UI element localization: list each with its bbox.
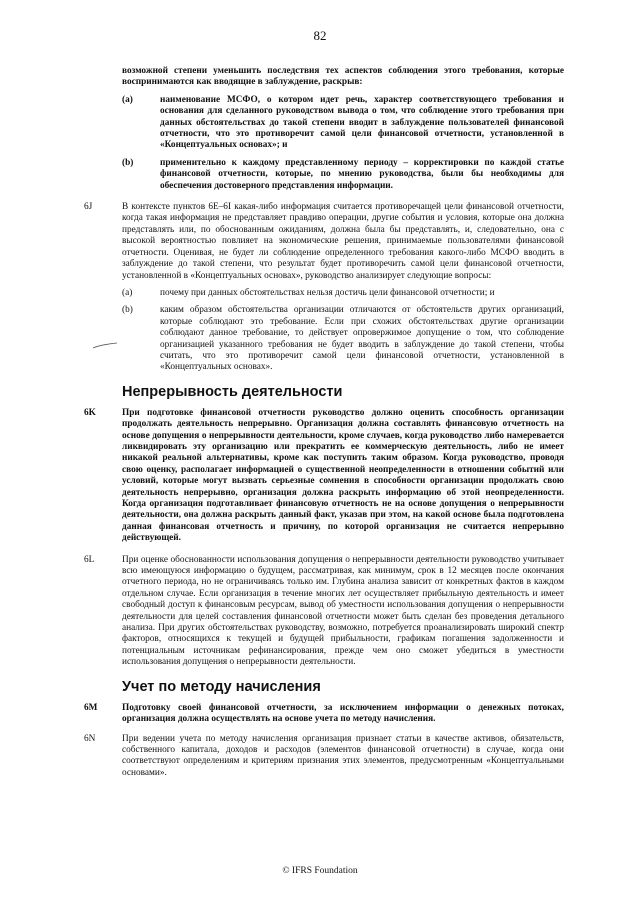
paragraph-text: При подготовке финансовой отчетности руководство должно оценить способность организации продолжать деятельность непрерывно. Организация должна составлять финансовую отчетность на основе допущения о непрерывности деятельности, кроме случаев, когда руководство либо намеревается ликвидировать эту организацию или прекратить ее коммерческую деятельность, либо не имеет никакой реальной альтернативы, кроме как поступить таким образом. Когда руководство, проводя свою оценку, располагает информацией о существенной неопределенности в отношении событий или условий, которые могут вызвать серьезные сомнения в способности организации продолжать свою деятельность непрерывно, организация должна раскрыть информацию об этой неопределенности. Когда организация подготавливает финансовую отчетность не на основе допущения о непрерывности деятельности, она должна раскрыть данный факт, указав при этом, на какой основе была подготовлена данная финансовая отчетность и причину, по которой организация не считается непрерывно действующей.	[122, 407, 564, 544]
list-text: почему при данных обстоятельствах нельзя достичь цели финансовой отчетности; и	[160, 287, 495, 298]
page-content	[84, 66, 564, 787]
paragraph-6L	[84, 555, 564, 669]
list-text: каким образом обстоятельства организации отличаются от обстоятельств других организаций, которые соблюдают это требование. Если при схожих обстоятельствах другие организации соблюдают данное требование, то действует опровержимое допущение о том, что соблюдение организацией указанного требования не будет вводить в заблуждение до такой степени, чтобы считать, что это противоречит самой цели финансовой отчетности, установленной в «Концептуальных основах».	[160, 305, 564, 373]
list-label: (a)	[122, 94, 133, 105]
paragraph-number: 6L	[84, 554, 95, 565]
section-heading-going-concern: Непрерывность деятельности	[122, 383, 343, 400]
paragraph-6N	[84, 734, 564, 780]
paragraph-text: При оценке обоснованности использования допущения о непрерывности деятельности руководство учитывает всю имеющуюся информацию о будущем, рассматривая, как минимум, срок в 12 месяцев после окончания отчетного периода, но не ограничиваясь только им. Глубина анализа зависит от конкретных фактов в каждом отдельном случае. Если организация в течение многих лет осуществляет прибыльную деятельность и имеет свободный доступ к финансовым ресурсам, вывод об уместности использования допущения о непрерывности деятельности для целей составления финансовой отчетности может быть сделан без проведения детального анализа. При других обстоятельствах руководству, возможно, потребуется проанализировать широкий спектр факторов, относящихся к текущей и будущей прибыльности, графикам погашения задолженности и потенциальным источникам рефинансирования, прежде чем оно сможет убедиться в уместности использования допущения о непрерывности деятельности.	[122, 554, 564, 668]
paragraph-text: При ведении учета по методу начисления организация признает статьи в качестве активов, обязательств, собственного капитала, доходов и расходов (элементов финансовой отчетности) в случае, когда они соответствуют определениям и критериям признания этих элементов, предусмотренным «Концептуальными основами».	[122, 733, 564, 778]
paragraph-number: 6M	[84, 702, 98, 713]
paragraph-6M	[84, 703, 564, 726]
paragraph-text: В контексте пунктов 6E–6I какая-либо информация считается противоречащей цели финансовой отчетности, когда такая информация не представляет правдиво операции, другие события и условия, которые она должна представлять или, по обоснованным ожиданиям, должна была бы представлять, и, следовательно, она с высокой вероятностью повлияет на экономические решения, принимаемые пользователями финансовой отчетности. Оценивая, не будет ли соблюдение определенного требования какого-либо МСФО вводить в заблуждение до такой степени, что результат будет противоречить самой цели финансовой отчетности, установленной в «Концептуальных основах», руководство анализирует следующие вопросы:	[122, 202, 564, 281]
footer-copyright: © IFRS Foundation	[282, 866, 358, 876]
list-text: применительно к каждому представленному периоду – корректировки по каждой статье финансовой отчетности, которые, по мнению руководства, были бы необходимы для обеспечения достоверного представления информации.	[160, 157, 564, 191]
list-label: (a)	[122, 287, 133, 298]
list-text: наименование МСФО, о котором идет речь, характер соответствующего требования и основания для сделанного руководством вывода о том, что соблюдение этого требования при данных обстоятельствах до такой степени вводит в заблуждение пользователей финансовой отчетности, что это противоречит самой цели финансовой отчетности, установленной в «Концептуальных основах»; и	[160, 94, 564, 151]
page-number: 82	[313, 28, 327, 43]
paragraph-number: 6N	[84, 733, 96, 744]
paragraph-number: 6J	[84, 202, 93, 213]
intro-paragraph: возможной степени уменьшить последствия тех аспектов соблюдения этого требования, которые воспринимаются как вводящие в заблуждение, раскрыв:	[122, 66, 564, 88]
paragraph-number: 6K	[84, 407, 96, 418]
list-item-b	[122, 305, 564, 373]
list-item-b	[122, 158, 564, 192]
section-heading-accrual-basis: Учет по методу начисления	[122, 678, 321, 695]
list-item-a	[122, 95, 564, 152]
list-label: (b)	[122, 157, 134, 168]
list-label: (b)	[122, 305, 133, 316]
paragraph-6K	[84, 408, 564, 545]
paragraph-6J	[84, 202, 564, 374]
list-item-a	[122, 288, 564, 299]
paragraph-text: Подготовку своей финансовой отчетности, за исключением информации о денежных потоках, организация должна осуществлять на основе учета по методу начисления.	[122, 702, 564, 725]
